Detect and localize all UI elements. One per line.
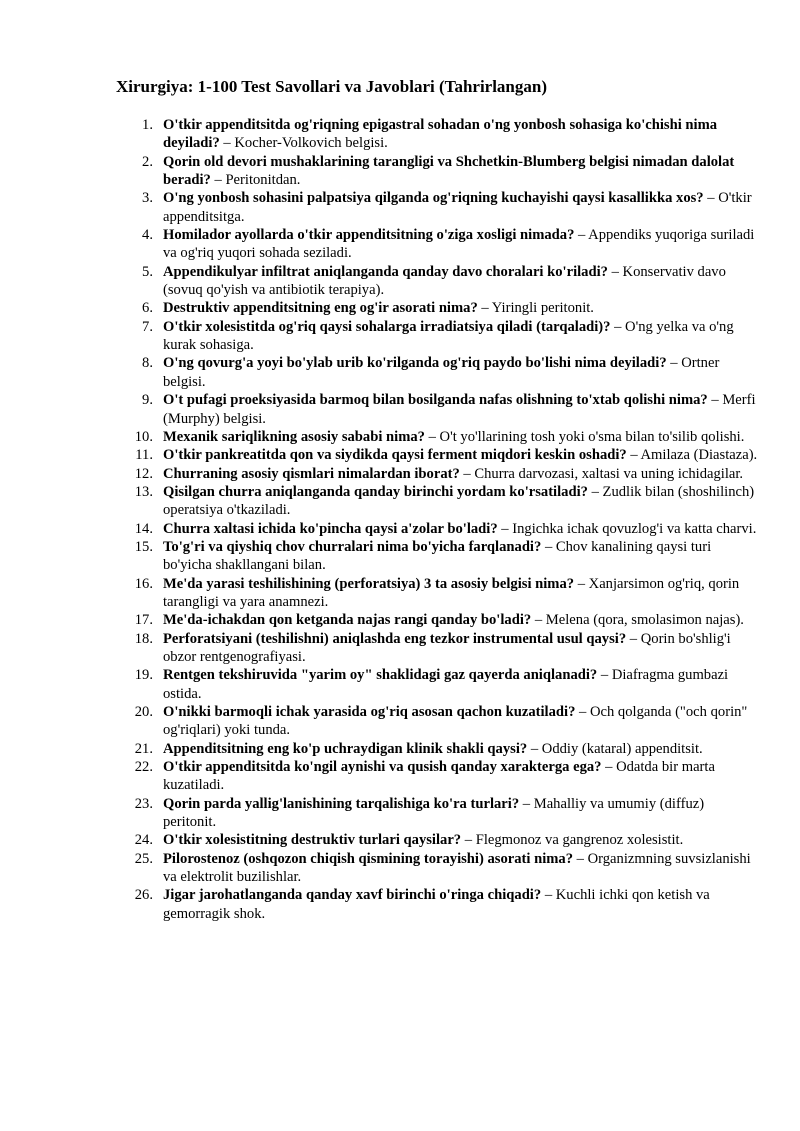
question-text: O't pufagi proeksiyasida barmoq bilan bosilganda nafas olishning to'xtab qolishi nima?: [163, 392, 708, 409]
question-text: Pilorostenoz (oshqozon chiqish qismining torayishi) asorati nima?: [163, 850, 574, 867]
list-item: [116, 153, 760, 190]
item-number: 16.: [134, 575, 153, 592]
item-number: 6.: [142, 300, 153, 317]
answer-text: – Melena (qora, smolasimon najas).: [531, 612, 744, 629]
answer-text: – Organizmning suvsizlanishi va elektrolit buzilishlar.: [163, 850, 751, 886]
question-text: Destruktiv appenditsitning eng og'ir asorati nima?: [163, 300, 478, 317]
answer-text: – Amilaza (Diastaza).: [626, 447, 758, 464]
list-item: [116, 740, 760, 758]
item-number: 5.: [142, 263, 153, 280]
question-text: Homilador ayollarda o'tkir appenditsitning o'ziga xosligi nimada?: [163, 227, 575, 244]
list-item: [116, 850, 760, 887]
item-number: 2.: [142, 153, 153, 170]
item-number: 13.: [134, 483, 153, 500]
answer-text: – O'ng yelka va o'ng kurak sohasiga.: [163, 318, 734, 354]
item-number: 17.: [134, 612, 153, 629]
answer-text: – Oddiy (kataral) appenditsit.: [527, 740, 703, 757]
list-item: [116, 538, 760, 575]
question-text: O'tkir appenditsitda og'riqning epigastral sohadan o'ng yonbosh sohasiga ko'chishi nima deyiladi?: [163, 117, 718, 152]
item-number: 23.: [134, 795, 153, 812]
item-number: 21.: [134, 740, 153, 757]
list-item: [116, 428, 760, 446]
answer-text: – Xanjarsimon og'riq, qorin tarangligi va yara anamnezi.: [163, 575, 740, 610]
list-item: [116, 575, 760, 612]
answer-text: – Ingichka ichak qovuzlog'i va katta charvi.: [497, 520, 757, 537]
question-text: Churraning asosiy qismlari nimalardan iborat?: [163, 465, 460, 482]
answer-text: – Och qolganda ("och qorin" og'riqlari) yoki tunda.: [163, 704, 748, 739]
list-item: [116, 116, 760, 153]
answer-text: – Mahalliy va umumiy (diffuz) peritonit.: [163, 795, 705, 831]
question-text: Qorin old devori mushaklarining tarangligi va Shchetkin-Blumberg belgisi nimadan dalolat beradi?: [163, 153, 735, 189]
item-number: 19.: [134, 667, 153, 684]
list-item: [116, 666, 760, 703]
answer-text: – Appendiks yuqoriga suriladi va og'riq yuqori sohada seziladi.: [163, 227, 755, 262]
list-item: [116, 611, 760, 629]
item-number: 15.: [134, 538, 153, 555]
answer-text: – Zudlik bilan (shoshilinch) operatsiya o'tkaziladi.: [163, 483, 755, 519]
answer-text: – Merfi (Murphy) belgisi.: [163, 392, 756, 427]
question-text: Me'da yarasi teshilishining (perforatsiya) 3 ta asosiy belgisi nima?: [163, 575, 575, 592]
question-text: O'ng yonbosh sohasini palpatsiya qilganda og'riqning kuchayishi qaysi kasallikka xos?: [163, 190, 704, 207]
question-text: Churra xaltasi ichida ko'pincha qaysi a'zolar bo'ladi?: [163, 520, 498, 537]
question-text: Qisilgan churra aniqlanganda qanday birinchi yordam ko'rsatiladi?: [163, 483, 588, 500]
item-number: 4.: [142, 227, 153, 244]
list-item: [116, 483, 760, 520]
item-number: 18.: [134, 630, 153, 647]
question-text: Appenditsitning eng ko'p uchraydigan klinik shakli qaysi?: [163, 740, 528, 757]
answer-text: – Odatda bir marta kuzatiladi.: [163, 759, 715, 794]
question-list: [116, 116, 760, 923]
list-item: [116, 831, 760, 849]
answer-text: – Diafragma gumbazi ostida.: [163, 667, 729, 702]
list-item: [116, 703, 760, 740]
question-text: O'tkir xolesistitning destruktiv turlari qaysilar?: [163, 832, 462, 849]
item-number: 26.: [134, 887, 153, 904]
list-item: [116, 630, 760, 667]
answer-text: – O't yo'llarining tosh yoki o'sma bilan to'silib qolishi.: [424, 428, 745, 445]
list-item: [116, 263, 760, 300]
list-item: [116, 299, 760, 317]
answer-text: – Kuchli ichki qon ketish va gemorragik shok.: [163, 887, 710, 922]
list-item: [116, 354, 760, 391]
item-number: 10.: [134, 428, 153, 445]
item-number: 20.: [134, 704, 153, 720]
question-text: O'tkir pankreatitda qon va siydikda qaysi ferment miqdori keskin oshadi?: [163, 447, 627, 464]
question-text: Me'da-ichakdan qon ketganda najas rangi qanday bo'ladi?: [163, 612, 532, 629]
question-text: To'g'ri va qiyshiq chov churralari nima bo'yicha farqlanadi?: [163, 538, 542, 555]
question-text: Perforatsiyani (teshilishni) aniqlashda eng tezkor instrumental usul qaysi?: [163, 630, 627, 647]
list-item: [116, 189, 760, 226]
item-number: 22.: [134, 759, 153, 776]
question-text: Mexanik sariqlikning asosiy sababi nima?: [163, 428, 425, 445]
item-number: 14.: [134, 520, 153, 537]
list-item: [116, 520, 760, 538]
answer-text: – Churra darvozasi, xaltasi va uning ichidagilar.: [459, 465, 744, 482]
answer-text: – Yiringli peritonit.: [477, 300, 594, 317]
item-number: 7.: [142, 318, 153, 335]
answer-text: – Chov kanalining qaysi turi bo'yicha shakllangani bilan.: [163, 538, 712, 574]
item-number: 8.: [142, 355, 153, 372]
question-text: O'tkir xolesistitda og'riq qaysi sohalarga irradiatsiya qiladi (tarqaladi)?: [163, 318, 611, 335]
item-number: 25.: [134, 850, 153, 867]
list-item: [116, 391, 760, 428]
answer-text: – Qorin bo'shlig'i obzor rentgenografiyasi.: [163, 630, 731, 665]
list-item: [116, 226, 760, 263]
question-text: O'nikki barmoqli ichak yarasida og'riq asosan qachon kuzatiladi?: [163, 704, 576, 720]
answer-text: – Ortner belgisi.: [163, 355, 720, 390]
item-number: 12.: [134, 465, 153, 482]
answer-text: – Peritonitdan.: [210, 172, 301, 189]
answer-text: – Flegmonoz va gangrenoz xolesistit.: [461, 832, 684, 849]
document-title: Xirurgiya: 1-100 Test Savollari va Javoblari (Tahrirlangan): [116, 77, 548, 96]
question-text: O'ng qovurg'a yoyi bo'ylab urib ko'rilganda og'riq paydo bo'lishi nima deyiladi?: [163, 355, 667, 372]
list-item: [116, 886, 760, 923]
answer-text: – O'tkir appenditsitga.: [163, 190, 752, 225]
item-number: 11.: [135, 447, 153, 464]
question-text: Rentgen tekshiruvida "yarim oy" shaklidagi gaz qayerda aniqlanadi?: [163, 667, 598, 684]
question-text: Jigar jarohatlanganda qanday xavf birinchi o'ringa chiqadi?: [163, 887, 542, 904]
answer-text: – Konservativ davo (sovuq qo'yish va antibiotik terapiya).: [163, 263, 726, 299]
list-item: [116, 758, 760, 795]
item-number: 3.: [142, 190, 153, 207]
item-number: 9.: [142, 392, 153, 409]
question-text: Appendikulyar infiltrat aniqlanganda qanday davo choralari ko'riladi?: [163, 263, 608, 280]
question-text: O'tkir appenditsitda ko'ngil aynishi va qusish qanday xarakterga ega?: [163, 759, 602, 776]
list-item: [116, 465, 760, 483]
answer-text: – Kocher-Volkovich belgisi.: [219, 135, 388, 152]
item-number: 1.: [142, 117, 153, 133]
list-item: [116, 446, 760, 464]
list-item: [116, 795, 760, 832]
list-item: [116, 318, 760, 355]
question-text: Qorin parda yallig'lanishining tarqalishiga ko'ra turlari?: [163, 795, 520, 812]
item-number: 24.: [134, 832, 153, 849]
